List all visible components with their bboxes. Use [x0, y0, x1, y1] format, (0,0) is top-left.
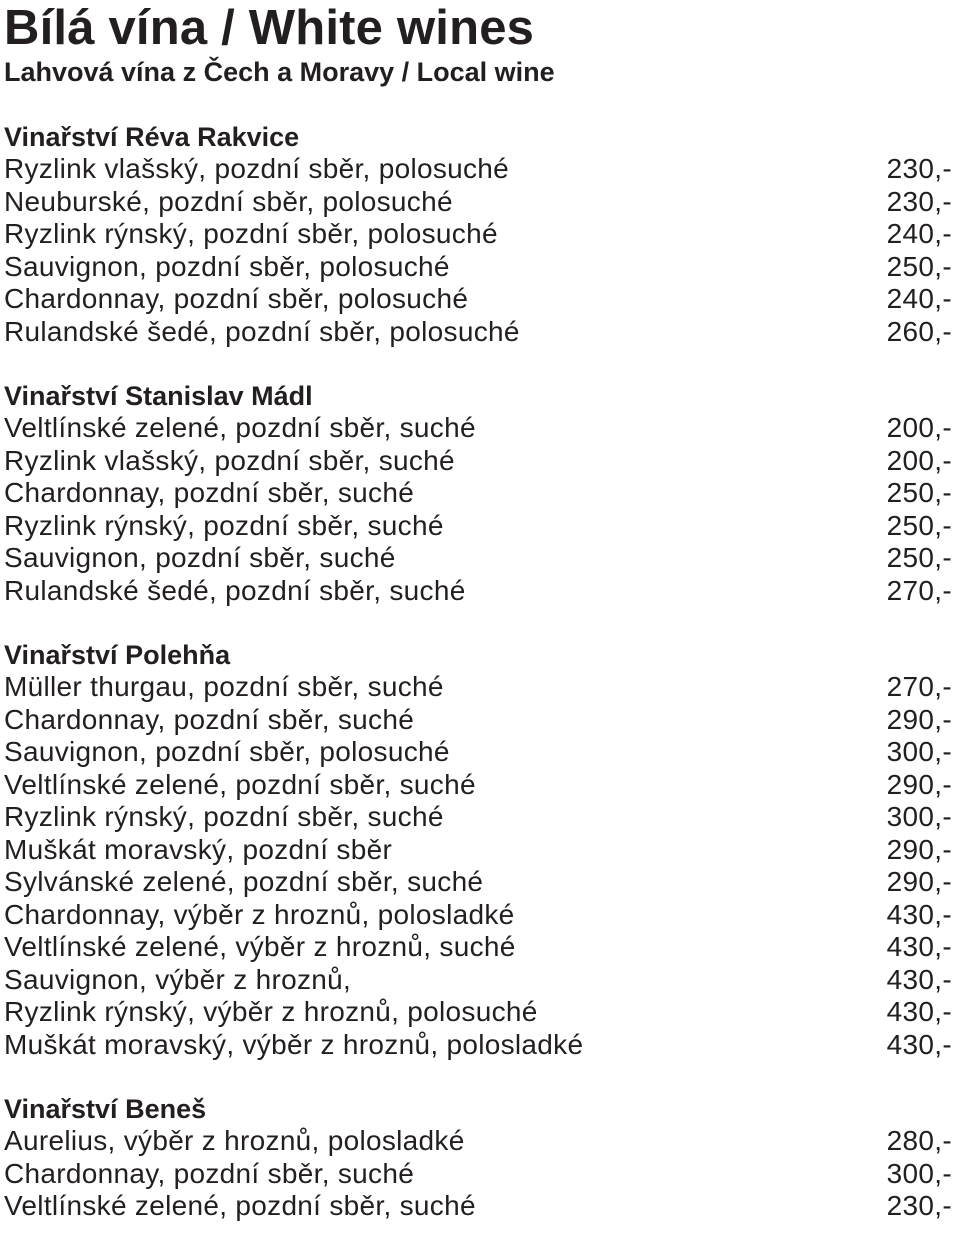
wine-name: Sylvánské zelené, pozdní sběr, suché [4, 866, 484, 897]
wine-name: Sauvignon, pozdní sběr, polosuché [4, 736, 450, 767]
wine-row [4, 736, 952, 769]
wine-price: 260,- [886, 315, 952, 347]
wine-price: 300,- [886, 1157, 952, 1189]
wine-row [4, 996, 952, 1029]
wine-name: Ryzlink vlašský, pozdní sběr, suché [4, 444, 455, 476]
wine-price: 430,- [886, 1028, 952, 1060]
wine-list [4, 412, 952, 607]
wine-row [4, 510, 952, 543]
wine-list [4, 1125, 952, 1223]
wine-price: 250,- [886, 509, 952, 541]
spacer [4, 96, 952, 121]
wine-price: 300,- [886, 801, 952, 832]
wine-row [4, 769, 952, 802]
wine-name: Veltlínské zelené, pozdní sběr, suché [4, 768, 476, 800]
wine-name: Chardonnay, pozdní sběr, suché [4, 1157, 415, 1189]
wine-price: 430,- [886, 931, 952, 962]
wine-price: 230,- [886, 1190, 952, 1221]
wine-price: 430,- [886, 996, 952, 1027]
page-subtitle: Lahvová vína z Čech a Moravy / Local wine [4, 57, 555, 87]
wine-price: 230,- [886, 153, 952, 184]
wine-row [4, 1158, 952, 1191]
wine-price: 240,- [886, 283, 952, 314]
wine-row [4, 283, 952, 316]
wine-price: 250,- [886, 250, 952, 282]
winery-section [4, 121, 952, 348]
wine-name: Ryzlink rýnský, pozdní sběr, suché [4, 801, 444, 832]
wine-row [4, 542, 952, 575]
wine-row [4, 704, 952, 737]
wine-name: Müller thurgau, pozdní sběr, suché [4, 671, 444, 702]
wine-name: Rulandské šedé, pozdní sběr, suché [4, 574, 466, 606]
wine-price: 270,- [886, 574, 952, 606]
wine-row [4, 477, 952, 510]
wine-name: Veltlínské zelené, výběr z hroznů, suché [4, 931, 516, 962]
wine-price: 270,- [886, 671, 952, 702]
wine-name: Chardonnay, výběr z hroznů, polosladké [4, 898, 515, 930]
wine-sections [4, 121, 952, 1223]
wine-row [4, 834, 952, 867]
wine-price: 240,- [886, 218, 952, 249]
wine-price: 430,- [886, 963, 952, 995]
wine-row [4, 575, 952, 608]
wine-price: 200,- [886, 412, 952, 443]
wine-row [4, 153, 952, 186]
wine-name: Veltlínské zelené, pozdní sběr, suché [4, 1190, 476, 1221]
wine-name: Ryzlink vlašský, pozdní sběr, polosuché [4, 153, 510, 184]
wine-row [4, 186, 952, 219]
wine-name: Sauvignon, pozdní sběr, polosuché [4, 250, 450, 282]
winery-name: Vinařství Beneš [4, 1094, 207, 1124]
wine-name: Aurelius, výběr z hroznů, polosladké [4, 1125, 465, 1156]
wine-name: Ryzlink rýnský, pozdní sběr, polosuché [4, 218, 498, 249]
winery-section [4, 639, 952, 1061]
wine-list [4, 671, 952, 1061]
wine-row [4, 251, 952, 284]
wine-name: Sauvignon, pozdní sběr, suché [4, 542, 396, 573]
wine-price: 230,- [886, 185, 952, 217]
wine-price: 430,- [886, 898, 952, 930]
wine-row [4, 1125, 952, 1158]
wine-price: 290,- [886, 703, 952, 735]
wine-name: Chardonnay, pozdní sběr, polosuché [4, 283, 469, 314]
wine-price: 290,- [886, 833, 952, 865]
wine-row [4, 671, 952, 704]
wine-name: Chardonnay, pozdní sběr, suché [4, 703, 415, 735]
winery-name: Vinařství Polehňa [4, 640, 231, 670]
page-title: Bílá vína / White wines [4, 1, 535, 55]
winery-name: Vinařství Réva Rakvice [4, 122, 300, 152]
wine-row [4, 964, 952, 997]
wine-name: Ryzlink rýnský, výběr z hroznů, polosuché [4, 996, 538, 1027]
wine-name: Rulandské šedé, pozdní sběr, polosuché [4, 315, 520, 347]
wine-row [4, 445, 952, 478]
wine-row [4, 899, 952, 932]
winery-name: Vinařství Stanislav Mádl [4, 381, 313, 411]
wine-row [4, 801, 952, 834]
wine-name: Muškát moravský, pozdní sběr [4, 833, 393, 865]
winery-section [4, 1093, 952, 1223]
wine-price: 250,- [886, 477, 952, 508]
wine-price: 300,- [886, 736, 952, 767]
wine-row [4, 866, 952, 899]
wine-name: Muškát moravský, výběr z hroznů, polosladké [4, 1028, 584, 1060]
wine-list [4, 153, 952, 348]
wine-row [4, 412, 952, 445]
wine-name: Sauvignon, výběr z hroznů, [4, 963, 352, 995]
wine-price: 290,- [886, 866, 952, 897]
wine-name: Ryzlink rýnský, pozdní sběr, suché [4, 509, 444, 541]
wine-name: Neuburské, pozdní sběr, polosuché [4, 185, 453, 217]
wine-price: 200,- [886, 444, 952, 476]
wine-row [4, 1190, 952, 1223]
wine-row [4, 316, 952, 349]
wine-name: Chardonnay, pozdní sběr, suché [4, 477, 415, 508]
wine-row [4, 218, 952, 251]
wine-name: Veltlínské zelené, pozdní sběr, suché [4, 412, 476, 443]
wine-row [4, 1029, 952, 1062]
wine-row [4, 931, 952, 964]
wine-price: 280,- [886, 1125, 952, 1156]
wine-price: 250,- [886, 542, 952, 573]
wine-price: 290,- [886, 768, 952, 800]
winery-section [4, 380, 952, 607]
